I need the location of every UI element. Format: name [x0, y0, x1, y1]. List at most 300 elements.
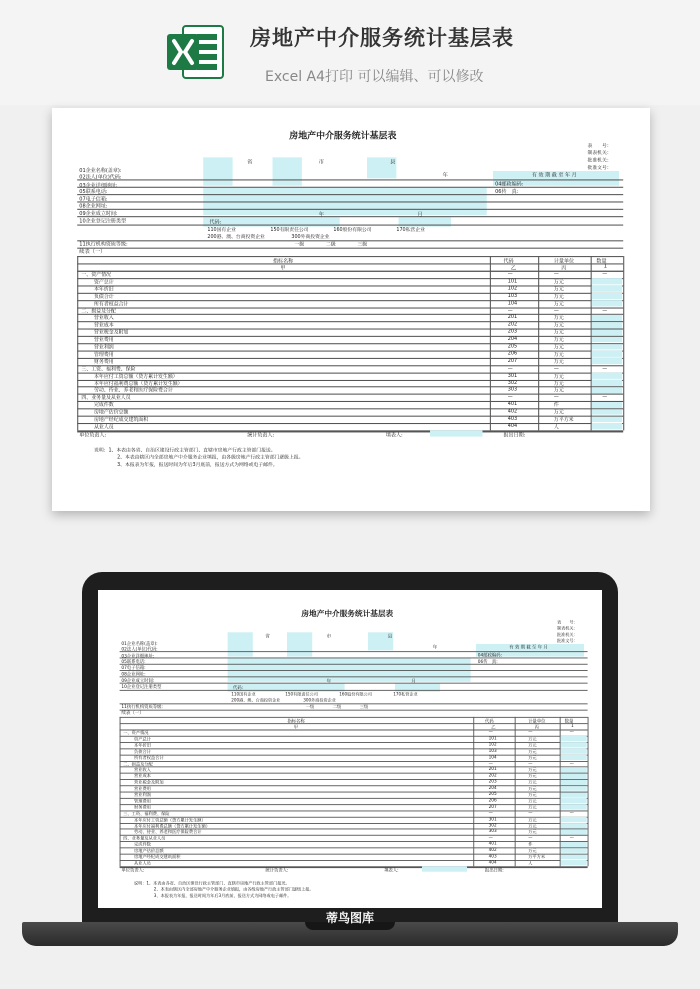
- row-name: 劳动、待业、养老和医疗保险费合计: [94, 388, 173, 395]
- input-cell: [561, 749, 587, 754]
- reg-type: 200港、澳、台商投资企业: [207, 235, 265, 241]
- form-title: 房地产中介服务统计基层表: [289, 131, 397, 142]
- row-unit: 万元: [553, 287, 564, 293]
- row-unit: 万元: [528, 780, 537, 786]
- signature: 报出日期:: [503, 433, 526, 439]
- rule: [120, 798, 588, 799]
- row-name: 劳动、待业、养老和医疗保险费合计: [134, 830, 202, 836]
- input-cell: [561, 736, 587, 741]
- col-sub: 丙: [534, 725, 539, 731]
- row-code: 302: [488, 823, 497, 829]
- input-cell: [592, 416, 622, 422]
- row-qty-dash: —: [569, 730, 574, 735]
- form-meta: 制表机关：: [557, 626, 578, 632]
- row-name: 所有者权益合计: [134, 756, 164, 761]
- form-note: 2、本表由辖区内全部房地产中介服务企业填报，由各级房地产行政主管部门逐级上报。: [117, 455, 304, 461]
- row-code: 303: [507, 387, 518, 393]
- fax-label: 06传 真:: [495, 189, 519, 196]
- rule: [77, 343, 623, 344]
- form-field: 09企业成立时间:: [79, 211, 118, 218]
- row-unit: 万元: [528, 749, 537, 755]
- rule: [120, 854, 588, 855]
- row-name: 营业利润: [94, 345, 114, 351]
- row-code: —: [507, 365, 513, 372]
- row-code: 404: [488, 860, 497, 866]
- input-cell: [592, 279, 622, 285]
- grade: 一级: [305, 705, 315, 710]
- row-name: 本年折旧: [134, 743, 151, 749]
- row-unit: 件: [528, 843, 533, 848]
- rule: [77, 263, 623, 264]
- row-qty-dash: —: [602, 308, 608, 314]
- row-code: 102: [488, 742, 497, 748]
- row-unit: 万元: [553, 323, 564, 329]
- col-header: 数量: [564, 719, 574, 725]
- input-cell: [561, 860, 587, 865]
- row-qty-dash: —: [602, 271, 608, 278]
- row-name: 本年折旧: [94, 287, 114, 293]
- row-code: 303: [488, 829, 497, 835]
- signature: 填表人:: [385, 433, 403, 439]
- row-unit: 万元: [553, 280, 564, 286]
- row-name: 财务费用: [134, 805, 151, 811]
- rule: [77, 292, 623, 293]
- row-code: —: [507, 271, 513, 278]
- rule: [77, 307, 623, 308]
- grade: 二级: [326, 242, 336, 248]
- input-cell: [561, 798, 587, 803]
- address-unit: 省: [247, 159, 253, 166]
- col-sub: 乙: [491, 725, 496, 731]
- row-code: 101: [507, 279, 518, 285]
- row-code: 204: [488, 786, 497, 791]
- reg-type: 300外商投资企业: [291, 235, 330, 241]
- row-name: 营业税金及附加: [134, 780, 164, 786]
- input-cell: [561, 773, 587, 778]
- form-note: 说明：1、本表由各省、自治区建设行政主管部门、直辖市房地产行政主管部门报送。: [134, 881, 290, 886]
- row-qty-dash: —: [569, 835, 574, 841]
- input-cell: [561, 848, 587, 853]
- row-code: 402: [488, 848, 497, 853]
- input-cell: [592, 286, 622, 292]
- rule: [588, 717, 589, 866]
- rule: [120, 767, 588, 768]
- row-code: 302: [507, 380, 518, 386]
- form-field: 08企业网址:: [79, 204, 108, 210]
- laptop-screen: [98, 590, 602, 908]
- excel-icon: [163, 20, 227, 84]
- input-cell: [592, 315, 622, 321]
- rule: [120, 703, 588, 704]
- form-field: 02法人(单位)代码:: [121, 647, 158, 653]
- reg-type: 200港、澳、台商投资企业: [231, 698, 281, 704]
- row-code: 402: [507, 409, 518, 415]
- form-field: 05联系电话:: [121, 660, 146, 665]
- form-field: 11执行机构资质等级:: [121, 705, 163, 710]
- row-code: 201: [488, 767, 497, 773]
- rule: [77, 285, 623, 286]
- row-code: 102: [507, 286, 518, 292]
- row-code: 301: [507, 373, 518, 379]
- col-sub: 丙: [561, 266, 567, 272]
- row-qty-dash: —: [602, 365, 608, 372]
- row-name: 营业利润: [134, 793, 151, 798]
- rule: [120, 683, 588, 684]
- form-meta: 批准机关：: [587, 158, 612, 164]
- section-label: 续表（一）: [79, 248, 106, 255]
- input-cell: [561, 792, 587, 797]
- form-meta: 批准文号：: [587, 165, 612, 171]
- row-name: 本年应付福利费总额（贷方累计发生额）: [134, 824, 210, 829]
- col-header: 计量单位: [528, 719, 546, 725]
- row-name: 资产总计: [134, 737, 151, 743]
- row-qty-dash: —: [569, 811, 574, 816]
- row-name: 四、业务量及从业人员: [81, 396, 131, 402]
- rule: [120, 779, 588, 780]
- form-field: 05联系电话:: [79, 189, 108, 196]
- row-code: 301: [488, 817, 497, 822]
- section-label: 续表（一）: [121, 710, 144, 716]
- input-cell: [592, 329, 622, 335]
- reg-type: 160股份有限公司: [339, 692, 372, 698]
- row-code: 206: [488, 798, 497, 804]
- row-unit: 万平方米: [528, 855, 546, 860]
- input-cell: [592, 373, 622, 379]
- valid-until: 有 效 期 截 至 年 月: [531, 173, 577, 179]
- row-unit: 万元: [528, 805, 537, 811]
- row-unit: 万元: [528, 768, 537, 774]
- valid-until: 有 效 期 截 至 年 月: [509, 645, 548, 651]
- row-name: 财务费用: [94, 359, 114, 366]
- row-unit: —: [528, 730, 533, 735]
- row-name: 从业人员: [94, 424, 114, 431]
- reg-type: 110国有企业: [231, 692, 256, 698]
- form-meta: 批准文号：: [557, 639, 578, 644]
- input-cell: [592, 387, 622, 393]
- rule: [120, 804, 588, 805]
- input-cell: [561, 804, 587, 809]
- row-name: 二、损益及分配: [81, 309, 116, 315]
- input-cell: [561, 842, 587, 847]
- fax-label: 06传 真:: [477, 660, 498, 665]
- row-qty-dash: —: [569, 761, 574, 766]
- input-cell: [592, 402, 622, 408]
- row-unit: 万元: [553, 374, 564, 380]
- form-field: 10企业登记注册类型: [79, 219, 127, 225]
- input-cell: [561, 786, 587, 791]
- row-unit: 人: [553, 424, 559, 431]
- form-note: 3、本报表为年报，报送时间为年后3月底前，报送方式为网络或电子邮件。: [153, 894, 292, 899]
- rule: [77, 401, 623, 402]
- row-unit: 万元: [553, 330, 564, 337]
- row-name: 完成件数: [134, 843, 151, 848]
- input-cell: [561, 780, 587, 785]
- input-cell: [561, 742, 587, 747]
- row-unit: 万元: [553, 338, 564, 344]
- row-unit: —: [553, 394, 559, 401]
- row-code: 204: [507, 336, 518, 343]
- row-unit: 万元: [528, 793, 537, 798]
- row-code: 206: [507, 351, 518, 357]
- date-month: 月: [417, 211, 423, 219]
- row-code: —: [507, 394, 513, 401]
- col-header: 计量单位: [553, 259, 575, 265]
- form-note: 说明：1、本表由各省、自治区建设行政主管部门、直辖市房地产行政主管部门报送。: [94, 447, 276, 454]
- row-name: 从业人员: [134, 861, 151, 867]
- rule: [77, 329, 623, 330]
- address-unit: 市: [318, 159, 324, 166]
- form-meta: 批准机关：: [557, 633, 578, 638]
- row-code: 203: [488, 780, 497, 785]
- year-label: 年: [442, 172, 448, 179]
- input-cell: [287, 632, 312, 656]
- rule: [77, 408, 623, 409]
- signature: 单位负责人:: [79, 433, 107, 439]
- form-field: 08企业网址:: [121, 672, 146, 678]
- banner: [0, 0, 700, 105]
- row-code: 403: [507, 416, 518, 422]
- input-cell: [273, 157, 302, 185]
- signature: 报出日期:: [485, 868, 504, 874]
- rule: [77, 179, 623, 180]
- row-name: 本年应付工资总额（贷方累计发生额）: [134, 818, 206, 823]
- rule: [120, 710, 588, 711]
- paper-preview: [52, 108, 650, 511]
- form-field: 11执行机构资质等级:: [79, 242, 128, 248]
- input-cell: [561, 854, 587, 859]
- postal-label: 04邮政编码:: [477, 653, 503, 659]
- col-header: 数量: [596, 259, 607, 265]
- row-code: 202: [488, 773, 497, 779]
- rule: [120, 785, 588, 786]
- col-header: 指标名称: [287, 719, 305, 725]
- row-code: 202: [507, 322, 518, 328]
- reg-type: 150有限责任公司: [285, 692, 318, 698]
- rule: [77, 416, 623, 417]
- row-unit: 万元: [528, 756, 537, 761]
- form-sheet: [52, 108, 640, 468]
- rule: [77, 216, 623, 217]
- row-name: 管理费用: [94, 352, 114, 358]
- rule: [120, 754, 588, 755]
- col-header: 代码: [503, 259, 514, 265]
- row-unit: 万元: [528, 787, 537, 792]
- col-sub: 甲: [280, 266, 286, 272]
- input-cell: [592, 409, 622, 415]
- col-header: 指标名称: [273, 259, 294, 265]
- rule: [120, 773, 588, 774]
- address-unit: 县: [387, 634, 393, 640]
- input-cell: [592, 380, 622, 386]
- row-unit: 万元: [528, 774, 537, 780]
- banner-title: 房地产中介服务统计基层表: [250, 26, 514, 50]
- row-code: 403: [488, 854, 497, 860]
- row-unit: —: [528, 761, 533, 766]
- rule: [77, 321, 623, 322]
- row-code: 201: [507, 315, 518, 321]
- rule: [77, 394, 623, 395]
- rule: [120, 860, 588, 861]
- rule: [120, 866, 588, 868]
- rule: [120, 748, 588, 749]
- rule: [77, 430, 623, 432]
- input-cell: [203, 157, 232, 185]
- row-unit: 万元: [553, 352, 564, 358]
- row-name: 三、工资、福利费、保险: [81, 367, 136, 373]
- form-sheet-screen: [98, 590, 602, 899]
- row-name: 营业费用: [94, 338, 114, 344]
- rule: [120, 736, 588, 737]
- row-unit: 万元: [553, 345, 564, 351]
- row-unit: 万元: [528, 743, 537, 749]
- row-code: 103: [507, 293, 518, 299]
- input-cell: [561, 817, 587, 822]
- rule: [77, 336, 623, 337]
- row-name: 营业收入: [134, 768, 151, 774]
- input-cell: [561, 823, 587, 828]
- form-field: 02法人(单位)代码:: [79, 175, 122, 181]
- row-name: 资产总计: [94, 280, 114, 286]
- row-unit: 万元: [553, 388, 564, 395]
- date-year: 年: [326, 679, 332, 685]
- form-note: 3、本报表为年报，报送时间为年后3月底前，报送方式为网络或电子邮件。: [117, 462, 278, 468]
- signature: 单位负责人:: [121, 868, 145, 874]
- grade: 三级: [359, 705, 369, 710]
- row-unit: 万元: [553, 381, 564, 387]
- rule: [77, 278, 623, 279]
- row-unit: 万元: [553, 316, 564, 322]
- row-code: 205: [507, 344, 518, 350]
- row-code: 101: [488, 736, 497, 742]
- input-cell: [430, 430, 483, 436]
- row-code: 404: [507, 423, 518, 430]
- signature: 统计负责人:: [265, 868, 289, 874]
- rule: [623, 256, 624, 430]
- row-name: 营业成本: [134, 774, 151, 780]
- row-unit: —: [528, 811, 533, 816]
- row-unit: —: [553, 271, 559, 278]
- col-header: 代码: [485, 719, 494, 725]
- reg-type: 150有限责任公司: [270, 227, 309, 233]
- input-cell: [592, 344, 622, 350]
- form-field: 01企业名称(盖章):: [121, 642, 158, 647]
- rule: [120, 717, 588, 718]
- rule: [120, 841, 588, 842]
- row-code: 205: [488, 792, 497, 797]
- input-cell: [592, 322, 622, 328]
- rule: [77, 300, 623, 301]
- date-year: 年: [318, 211, 324, 219]
- col-sub: 1: [603, 264, 607, 270]
- rule: [77, 365, 623, 366]
- row-code: 104: [507, 300, 518, 307]
- form-meta: 表 号：: [557, 620, 578, 626]
- rule: [77, 248, 623, 249]
- rule: [120, 835, 588, 836]
- rule: [120, 658, 588, 659]
- row-unit: 人: [528, 861, 533, 867]
- form-field: 07电子信箱:: [121, 666, 146, 671]
- row-name: 管理费用: [134, 799, 151, 805]
- rule: [77, 187, 623, 188]
- row-name: 四、业务量及从业人员: [123, 836, 166, 842]
- row-name: 负债合计: [94, 294, 114, 300]
- row-code: —: [507, 308, 513, 314]
- row-unit: 万元: [553, 359, 564, 366]
- row-unit: —: [553, 308, 559, 314]
- rule: [77, 358, 623, 359]
- row-code: —: [488, 835, 493, 841]
- row-code: —: [488, 761, 493, 766]
- row-code: 401: [488, 842, 497, 847]
- reg-type: 160股份有限公司: [333, 227, 372, 233]
- rule: [120, 664, 588, 665]
- reg-type: 300外商投资企业: [303, 698, 336, 704]
- form-meta: 制表机关：: [587, 151, 612, 157]
- row-unit: 万元: [528, 849, 537, 854]
- rule: [77, 194, 623, 195]
- rule: [120, 723, 588, 724]
- rule: [77, 350, 623, 351]
- rule: [120, 847, 588, 848]
- year-label: 年: [432, 644, 438, 651]
- row-code: 207: [507, 358, 518, 364]
- form-field: 07电子信箱:: [79, 197, 108, 203]
- row-name: 房地产经纪成交建筑面积: [94, 417, 149, 423]
- input-cell: [422, 866, 467, 871]
- row-name: 营业税金及附加: [94, 330, 129, 337]
- address-unit: 省: [265, 634, 270, 640]
- row-name: 完成件数: [94, 403, 114, 409]
- signature: 填表人:: [384, 868, 399, 874]
- row-code: 103: [488, 749, 497, 754]
- row-unit: —: [528, 835, 533, 841]
- row-unit: 万平方米: [553, 417, 574, 423]
- form-field: 09企业成立时间:: [121, 679, 155, 684]
- row-unit: 万元: [553, 301, 564, 308]
- reg-type: 170私营企业: [393, 692, 418, 698]
- reg-type: 110国有企业: [207, 227, 236, 233]
- row-name: 本年应付工资总额（贷方累计发生额）: [94, 374, 178, 380]
- rule: [77, 271, 623, 272]
- row-name: 房地产估价总额: [134, 849, 164, 854]
- grade: 一级: [294, 242, 305, 248]
- row-name: 一、资产情况: [123, 731, 149, 736]
- row-code: 104: [488, 755, 497, 760]
- row-name: 房地产经纪成交建筑面积: [134, 855, 181, 860]
- rule: [120, 730, 588, 731]
- input-cell: [592, 351, 622, 357]
- rule: [77, 201, 623, 202]
- input-cell: [228, 632, 253, 656]
- row-name: 房地产估价总额: [94, 410, 129, 416]
- row-unit: 万元: [528, 830, 537, 836]
- input-cell: [561, 767, 587, 772]
- watermark-text: 蒂鸟图库: [325, 911, 374, 925]
- rule: [77, 225, 623, 226]
- reg-type: 170私营企业: [396, 227, 425, 233]
- postal-label: 04邮政编码:: [495, 182, 524, 188]
- rule: [120, 651, 588, 652]
- col-sub: 甲: [293, 725, 299, 731]
- grade: 二级: [332, 705, 342, 710]
- input-cell: [592, 293, 622, 299]
- rule: [120, 792, 588, 793]
- form-field: 01企业名称(盖章):: [79, 168, 122, 175]
- col-sub: 1: [570, 724, 574, 729]
- row-unit: 件: [553, 403, 559, 409]
- date-month: 月: [411, 679, 416, 685]
